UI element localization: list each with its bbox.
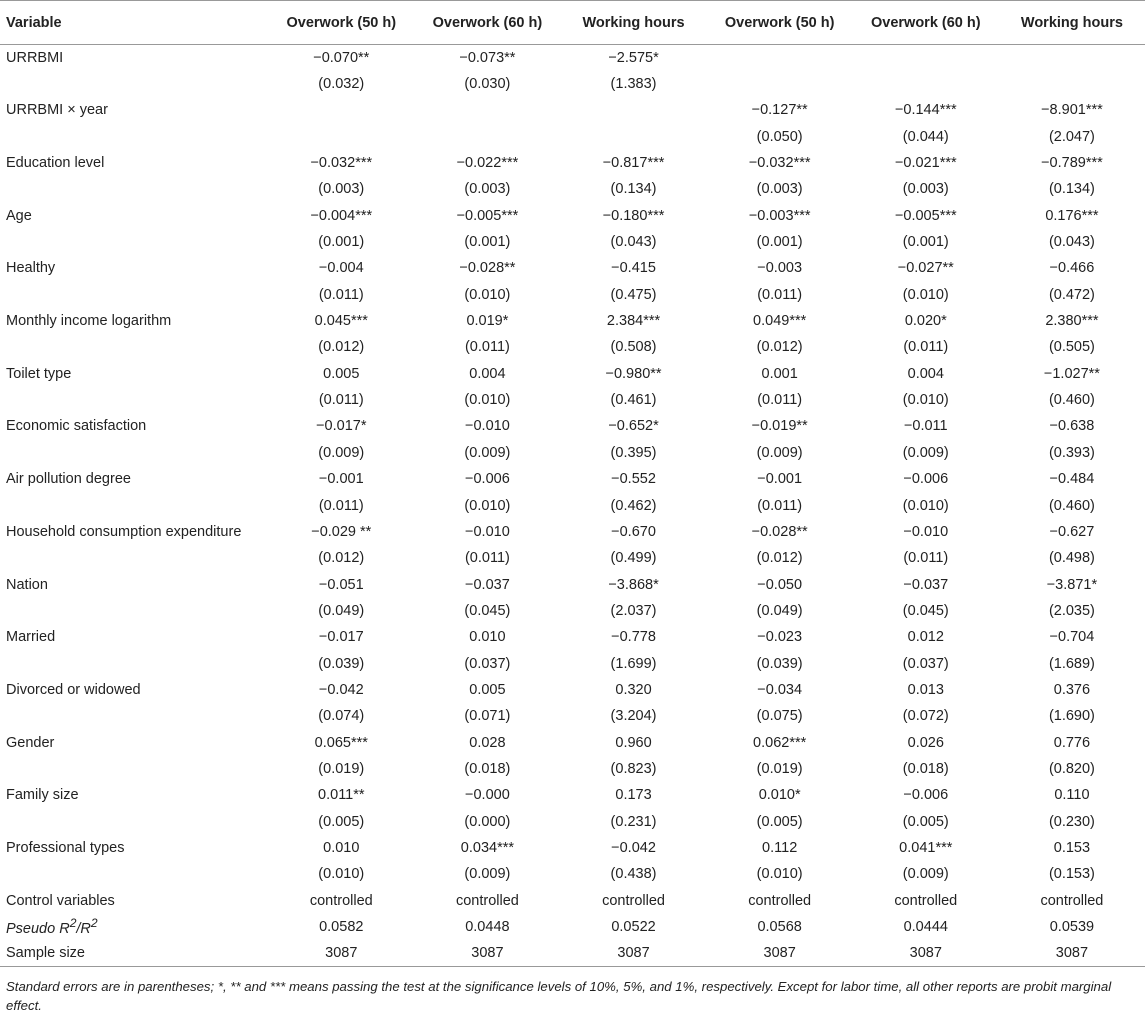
cell-value: (0.134) xyxy=(1048,181,1095,198)
cell-value: −0.028** xyxy=(459,260,516,277)
cell-value: (0.043) xyxy=(610,234,657,251)
row-label: Education level xyxy=(6,155,105,172)
cell-value: 0.041*** xyxy=(899,839,953,856)
cell-value: (0.012) xyxy=(756,339,803,356)
cell-value: (0.019) xyxy=(756,760,803,777)
row-label xyxy=(0,492,268,518)
cell-value: 0.028 xyxy=(469,734,506,751)
cell-value: 0.110 xyxy=(1054,787,1090,804)
cell-value: −0.010 xyxy=(465,418,510,435)
cell-value: −0.638 xyxy=(1049,418,1095,435)
cell-value: −0.001 xyxy=(318,471,364,488)
cell-value: controlled xyxy=(309,892,373,909)
cell-value: −0.003 xyxy=(757,260,803,277)
header-row xyxy=(0,1,1145,45)
header-col-2: Overwork (60 h) xyxy=(414,1,560,45)
table-row xyxy=(0,361,1145,387)
pseudo-label-text: Pseudo R xyxy=(6,921,70,938)
cell-value: −0.017 xyxy=(318,629,364,646)
cell-value xyxy=(707,71,853,97)
cell-value: (0.039) xyxy=(756,655,803,672)
row-label xyxy=(0,650,268,676)
cell-value xyxy=(560,124,706,150)
table-row xyxy=(0,71,1145,97)
cell-value xyxy=(560,97,706,123)
table-row xyxy=(0,413,1145,439)
cell-value: −0.010 xyxy=(465,523,510,540)
cell-value: (0.505) xyxy=(1048,339,1095,356)
pseudo-label-sup2: 2 xyxy=(90,916,98,931)
cell-value: −0.627 xyxy=(1049,523,1095,540)
cell-value: 0.062*** xyxy=(753,734,807,751)
table-row xyxy=(0,97,1145,123)
cell-value: (0.010) xyxy=(464,497,511,514)
cell-value: −0.042 xyxy=(318,681,364,698)
cell-value: (0.462) xyxy=(610,497,657,514)
table-row xyxy=(0,677,1145,703)
row-label xyxy=(0,808,268,834)
cell-value: −0.817*** xyxy=(602,155,665,172)
cell-value: (0.049) xyxy=(318,602,365,619)
table-row xyxy=(0,598,1145,624)
row-label: Economic satisfaction xyxy=(6,418,147,435)
sample-size-value: 3087 xyxy=(268,940,414,966)
header-variable: Variable xyxy=(0,1,268,45)
cell-value: (0.037) xyxy=(902,655,949,672)
row-label: Married xyxy=(6,629,56,646)
row-label xyxy=(0,703,268,729)
header-col-3: Working hours xyxy=(560,1,706,45)
cell-value: (0.011) xyxy=(903,339,949,356)
table-row xyxy=(0,492,1145,518)
cell-value: (0.019) xyxy=(318,760,365,777)
cell-value: −0.144*** xyxy=(894,102,957,119)
cell-value: (0.010) xyxy=(902,286,949,303)
cell-value: 2.384*** xyxy=(606,313,661,330)
cell-value: −0.789*** xyxy=(1041,155,1103,172)
cell-value: (2.037) xyxy=(610,602,657,619)
cell-value: (0.475) xyxy=(610,286,657,303)
row-label xyxy=(0,176,268,202)
cell-value: (0.010) xyxy=(318,866,365,883)
table-row xyxy=(0,255,1145,281)
cell-value: −0.011 xyxy=(903,418,948,435)
row-label: Monthly income logarithm xyxy=(6,313,172,330)
cell-value: (0.010) xyxy=(902,392,949,409)
cell-value: (0.230) xyxy=(1048,813,1095,830)
cell-value: (0.461) xyxy=(610,392,657,409)
cell-value: 0.960 xyxy=(615,734,652,751)
cell-value: (0.039) xyxy=(318,655,365,672)
table-row xyxy=(0,756,1145,782)
cell-value: 2.380*** xyxy=(1045,313,1099,330)
row-label xyxy=(0,71,268,97)
cell-value: (0.001) xyxy=(902,234,949,251)
pseudo-r2-row xyxy=(0,914,1145,940)
cell-value: −0.029 ** xyxy=(311,523,372,540)
cell-value: −0.028** xyxy=(751,523,808,540)
cell-value: −0.552 xyxy=(611,471,656,488)
cell-value: (0.001) xyxy=(464,234,511,251)
cell-value: −8.901*** xyxy=(1041,102,1103,119)
table-row xyxy=(0,176,1145,202)
cell-value: −0.010 xyxy=(903,523,949,540)
cell-value: (0.134) xyxy=(610,181,657,198)
cell-value: (0.010) xyxy=(464,392,511,409)
cell-value: −0.670 xyxy=(611,523,656,540)
cell-value: (0.018) xyxy=(902,760,949,777)
cell-value: (0.009) xyxy=(464,866,511,883)
cell-value: (0.009) xyxy=(902,444,949,461)
cell-value: (0.508) xyxy=(610,339,657,356)
cell-value: −0.017* xyxy=(316,418,367,435)
cell-value: (0.823) xyxy=(610,760,657,777)
pseudo-r2-label xyxy=(0,914,268,940)
table-body xyxy=(0,45,1145,967)
cell-value: −0.466 xyxy=(1049,260,1095,277)
cell-value: −0.037 xyxy=(465,576,510,593)
row-label: Air pollution degree xyxy=(6,471,131,488)
pseudo-label-slash: /R xyxy=(76,921,91,938)
cell-value: (0.010) xyxy=(902,497,949,514)
cell-value: −0.051 xyxy=(318,576,364,593)
cell-value: 0.001 xyxy=(761,365,798,382)
cell-value: −0.652* xyxy=(608,418,659,435)
header-col-4: Overwork (50 h) xyxy=(707,1,853,45)
table-row xyxy=(0,808,1145,834)
cell-value: 0.376 xyxy=(1053,681,1091,698)
cell-value: −0.000 xyxy=(465,787,510,804)
cell-value: −0.980** xyxy=(605,365,662,382)
cell-value: −0.006 xyxy=(903,471,949,488)
table-row xyxy=(0,545,1145,571)
cell-value: (0.231) xyxy=(610,813,657,830)
table-row xyxy=(0,334,1145,360)
cell-value: 0.173 xyxy=(615,787,652,804)
cell-value: (1.689) xyxy=(1048,655,1095,672)
cell-value: 0.320 xyxy=(615,681,652,698)
cell-value: (0.009) xyxy=(902,866,949,883)
cell-value: (1.383) xyxy=(610,76,657,93)
row-label xyxy=(0,440,268,466)
cell-value: 0.004 xyxy=(469,365,506,382)
row-label xyxy=(0,545,268,571)
table-row xyxy=(0,624,1145,650)
cell-value xyxy=(999,71,1145,97)
table-row xyxy=(0,519,1145,545)
cell-value: −0.042 xyxy=(611,839,656,856)
header-col-1: Overwork (50 h) xyxy=(268,1,414,45)
cell-value: (0.009) xyxy=(464,444,511,461)
sample-size-value: 3087 xyxy=(414,940,560,966)
cell-value: (0.003) xyxy=(902,181,949,198)
cell-value: (0.011) xyxy=(318,392,364,409)
cell-value xyxy=(853,45,999,71)
row-label xyxy=(0,282,268,308)
cell-value: (0.010) xyxy=(464,286,511,303)
table-row xyxy=(0,203,1145,229)
cell-value: −0.022*** xyxy=(456,155,519,172)
cell-value: −0.073** xyxy=(459,49,516,66)
cell-value: −0.023 xyxy=(757,629,803,646)
table-row xyxy=(0,835,1145,861)
cell-value: (0.043) xyxy=(1048,234,1095,251)
table-row xyxy=(0,150,1145,176)
table-footnote: Standard errors are in parentheses; *, ** and *** means passing the test at the significance levels of 10%, 5%, and 1%, respectively. Except for labor time, all other reports are probit marginal effect. xyxy=(6,979,1112,1014)
row-label xyxy=(0,861,268,887)
cell-value: (0.820) xyxy=(1048,760,1095,777)
cell-value: −0.004 xyxy=(318,260,364,277)
row-label xyxy=(0,387,268,413)
cell-value xyxy=(707,45,853,71)
cell-value xyxy=(268,97,414,123)
cell-value: (0.001) xyxy=(318,234,365,251)
cell-value: 0.004 xyxy=(907,365,944,382)
cell-value: (0.498) xyxy=(1048,550,1095,567)
cell-value xyxy=(414,124,560,150)
cell-value: (0.011) xyxy=(318,497,364,514)
cell-value: −0.484 xyxy=(1049,471,1095,488)
cell-value: controlled xyxy=(602,892,665,909)
cell-value: −0.180*** xyxy=(602,207,665,224)
cell-value: 0.013 xyxy=(907,681,944,698)
cell-value: (0.011) xyxy=(464,550,510,567)
cell-value: (0.044) xyxy=(902,128,949,145)
cell-value: (0.005) xyxy=(902,813,949,830)
pseudo-r2-value: 0.0582 xyxy=(319,919,364,936)
cell-value: (0.499) xyxy=(610,550,657,567)
cell-value: −3.868* xyxy=(608,576,659,593)
cell-value: (0.009) xyxy=(318,444,365,461)
cell-value: −0.021*** xyxy=(894,155,957,172)
cell-value: 0.005 xyxy=(469,681,506,698)
pseudo-r2-value: 0.0444 xyxy=(903,919,948,936)
cell-value: 0.112 xyxy=(762,839,798,856)
table-row xyxy=(0,650,1145,676)
pseudo-r2-value: 0.0539 xyxy=(1049,919,1095,936)
cell-value: controlled xyxy=(748,892,812,909)
cell-value xyxy=(999,45,1145,71)
cell-value: −0.070** xyxy=(313,49,370,66)
cell-value: −0.005*** xyxy=(894,207,957,224)
header-col-6: Working hours xyxy=(999,1,1145,45)
pseudo-r2-value: 0.0522 xyxy=(611,919,656,936)
cell-value: 0.065*** xyxy=(314,734,368,751)
table-row xyxy=(0,45,1145,71)
table-row xyxy=(0,782,1145,808)
cell-value: (0.045) xyxy=(902,602,949,619)
cell-value: (0.005) xyxy=(318,813,365,830)
row-label: Healthy xyxy=(6,260,56,277)
cell-value: (0.075) xyxy=(756,708,803,725)
table-row xyxy=(0,440,1145,466)
cell-value: (0.011) xyxy=(757,497,803,514)
cell-value: −0.005*** xyxy=(456,207,519,224)
table-row xyxy=(0,229,1145,255)
pseudo-label-sup1: 2 xyxy=(69,916,77,931)
table-row xyxy=(0,729,1145,755)
cell-value: 0.045*** xyxy=(314,313,368,330)
cell-value: (1.699) xyxy=(610,655,657,672)
row-label: Divorced or widowed xyxy=(6,681,141,698)
cell-value: (0.049) xyxy=(756,602,803,619)
cell-value: −0.415 xyxy=(611,260,656,277)
table-row xyxy=(0,124,1145,150)
row-label xyxy=(0,334,268,360)
cell-value: 0.034*** xyxy=(460,839,515,856)
cell-value: 0.019* xyxy=(466,313,509,330)
cell-value: (0.012) xyxy=(318,339,365,356)
cell-value: −0.027** xyxy=(897,260,954,277)
cell-value: (0.050) xyxy=(756,128,803,145)
cell-value: 0.011** xyxy=(318,787,365,804)
table-row xyxy=(0,387,1145,413)
cell-value: −0.032*** xyxy=(310,155,373,172)
cell-value xyxy=(414,97,560,123)
cell-value: 0.010 xyxy=(323,839,360,856)
row-label xyxy=(0,229,268,255)
cell-value: (0.072) xyxy=(902,708,949,725)
cell-value: −0.050 xyxy=(757,576,803,593)
cell-value: (0.010) xyxy=(756,866,803,883)
cell-value: 0.012 xyxy=(907,629,944,646)
cell-value: (0.003) xyxy=(464,181,511,198)
cell-value: −0.704 xyxy=(1049,629,1095,646)
table-row xyxy=(0,861,1145,887)
row-label: Gender xyxy=(6,734,55,751)
cell-value: −3.871* xyxy=(1046,576,1098,593)
cell-value: (0.032) xyxy=(318,76,365,93)
table-row xyxy=(0,282,1145,308)
table-header xyxy=(0,1,1145,45)
cell-value: (0.009) xyxy=(756,444,803,461)
cell-value: (0.012) xyxy=(756,550,803,567)
cell-value xyxy=(268,124,414,150)
sample-size-value: 3087 xyxy=(999,940,1145,966)
cell-value: 0.020* xyxy=(904,313,947,330)
sample-size-label: Sample size xyxy=(0,940,268,966)
cell-value: −0.037 xyxy=(903,576,949,593)
table-row xyxy=(0,571,1145,597)
cell-value: (2.035) xyxy=(1048,602,1095,619)
cell-value: (0.037) xyxy=(464,655,511,672)
cell-value: −1.027** xyxy=(1043,365,1100,382)
cell-value: 0.776 xyxy=(1053,734,1091,751)
cell-value: (0.395) xyxy=(610,444,657,461)
cell-value: 0.176*** xyxy=(1045,207,1099,224)
table-row xyxy=(0,308,1145,334)
cell-value: (0.074) xyxy=(318,708,365,725)
row-label: Professional types xyxy=(6,839,125,856)
row-label: Household consumption expenditure xyxy=(6,523,242,540)
cell-value: 0.153 xyxy=(1053,839,1091,856)
sample-size-row xyxy=(0,940,1145,966)
row-label: Control variables xyxy=(6,892,115,909)
cell-value: −0.778 xyxy=(611,629,656,646)
row-label: Age xyxy=(6,207,32,224)
cell-value: (0.071) xyxy=(464,708,511,725)
sample-size-value: 3087 xyxy=(853,940,999,966)
cell-value: (0.011) xyxy=(318,286,364,303)
cell-value: (0.438) xyxy=(610,866,657,883)
cell-value: (0.460) xyxy=(1048,392,1095,409)
cell-value: (0.003) xyxy=(756,181,803,198)
cell-value: 0.010 xyxy=(469,629,506,646)
cell-value: (0.011) xyxy=(464,339,510,356)
row-label: Nation xyxy=(6,576,48,593)
row-label xyxy=(0,756,268,782)
cell-value: (0.472) xyxy=(1048,286,1095,303)
cell-value: (0.018) xyxy=(464,760,511,777)
row-label xyxy=(0,124,268,150)
sample-size-value: 3087 xyxy=(707,940,853,966)
cell-value: −0.034 xyxy=(757,681,803,698)
row-label: Family size xyxy=(6,787,79,804)
pseudo-r2-value: 0.0448 xyxy=(465,919,510,936)
row-label xyxy=(0,598,268,624)
cell-value: controlled xyxy=(455,892,519,909)
cell-value: controlled xyxy=(894,892,958,909)
row-label: URRBMI × year xyxy=(6,102,108,119)
table-row xyxy=(0,466,1145,492)
cell-value: −2.575* xyxy=(608,49,659,66)
cell-value: (0.045) xyxy=(464,602,511,619)
cell-value: 0.005 xyxy=(323,365,360,382)
cell-value: −0.003*** xyxy=(748,207,811,224)
cell-value: (0.011) xyxy=(757,286,803,303)
cell-value: 0.010* xyxy=(758,787,801,804)
cell-value: (0.011) xyxy=(903,550,949,567)
pseudo-r2-value: 0.0568 xyxy=(757,919,802,936)
cell-value: (0.005) xyxy=(756,813,803,830)
cell-value: 0.049*** xyxy=(753,313,807,330)
cell-value: −0.006 xyxy=(465,471,510,488)
cell-value: −0.127** xyxy=(751,102,808,119)
cell-value: −0.032*** xyxy=(748,155,811,172)
header-col-5: Overwork (60 h) xyxy=(853,1,999,45)
cell-value: (0.001) xyxy=(756,234,803,251)
cell-value: (0.012) xyxy=(318,550,365,567)
cell-value: −0.004*** xyxy=(310,207,373,224)
cell-value: −0.006 xyxy=(903,787,949,804)
cell-value: (3.204) xyxy=(610,708,657,725)
cell-value: controlled xyxy=(1040,892,1104,909)
row-label: Toilet type xyxy=(6,365,72,382)
sample-size-value: 3087 xyxy=(560,940,706,966)
cell-value: (0.011) xyxy=(757,392,803,409)
cell-value: −0.019** xyxy=(751,418,808,435)
table-row xyxy=(0,888,1145,914)
cell-value: (0.000) xyxy=(464,813,511,830)
row-label: URRBMI xyxy=(6,49,64,66)
cell-value: (1.690) xyxy=(1048,708,1095,725)
cell-value xyxy=(853,71,999,97)
cell-value: −0.001 xyxy=(757,471,803,488)
cell-value: (0.393) xyxy=(1048,444,1095,461)
table-row xyxy=(0,703,1145,729)
cell-value: (2.047) xyxy=(1048,128,1095,145)
cell-value: (0.460) xyxy=(1048,497,1095,514)
cell-value: (0.030) xyxy=(464,76,511,93)
cell-value: (0.003) xyxy=(318,181,365,198)
cell-value: (0.153) xyxy=(1048,866,1095,883)
cell-value: 0.026 xyxy=(907,734,944,751)
